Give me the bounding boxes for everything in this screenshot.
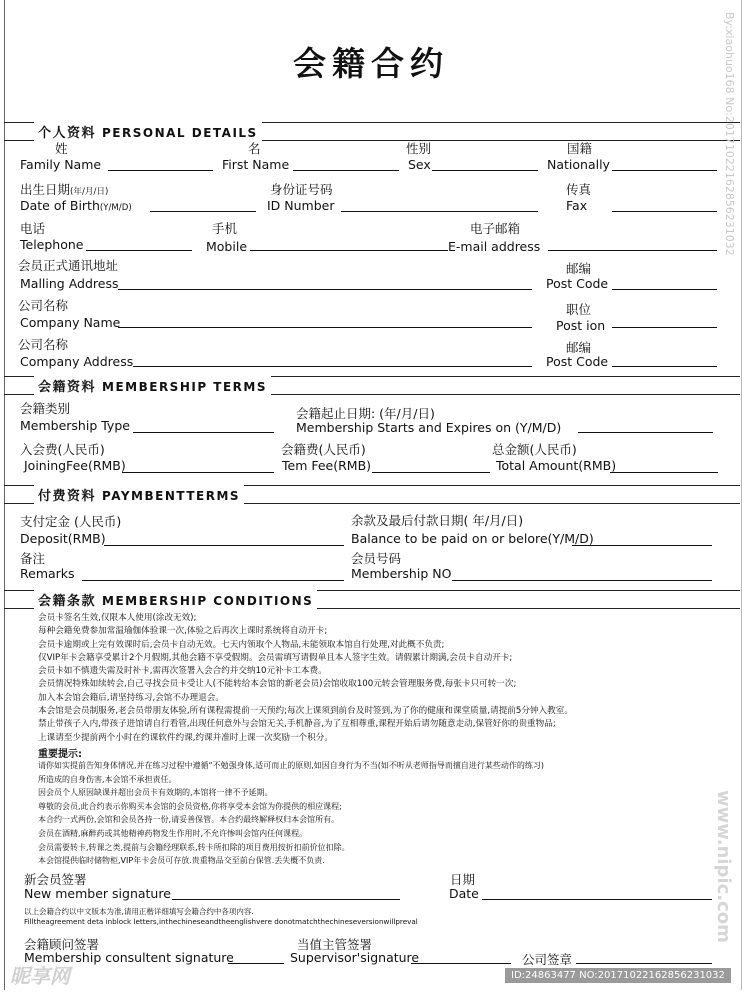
mobile-cn: 手机 [212,221,238,236]
section-membership-header [4,376,740,395]
joining-fee-en: JoiningFee(RMB) [24,458,126,473]
important-item: 请你如实提前告知身体情况,并在练习过程中遵循“不勉强身体,适可而止的原则,如因自身行为不当(如不听从老师指导而擅自进行某些动作的练习) [38,761,545,770]
important-item: 所造成的自身伤害,本会馆不承担责任。 [38,774,177,784]
nationality-field[interactable] [612,170,717,171]
postcode-en: Post Code [546,276,609,291]
section-payment-cn: 付费资料 [38,489,97,504]
condition-item: 每种会籍免费参加常温瑜伽体验课一次,体验之后再次上课时系统将自动开卡; [38,626,328,637]
dob-unit-en: (Y/M/D) [99,203,132,213]
membership-dates-cn: 会籍起止日期: (年/月/日) [296,406,435,421]
section-membership-cn: 会籍资料 [38,380,97,395]
condition-item: 会员卡逾期或上完有效课时后,会员卡自动无效。七天内领取个人物品,未能领取本馆自行处理,对此概不负责; [38,639,445,650]
member-no-en: Membership NO [351,566,452,581]
remarks-en: Remarks [20,566,75,581]
mobile-en: Mobile [206,239,248,254]
total-amount-en: Total Amount(RMB) [496,458,617,473]
deposit-en: Deposit(RMB) [20,531,106,546]
family-name-cn: 姓 [55,141,68,156]
section-conditions-cn: 会籍条款 [38,594,97,609]
supervisor-signature-en: Supervisor'signature [290,950,420,965]
date-cn: 日期 [450,872,476,887]
balance-en: Balance to be paid on or belore(Y/M/D) [351,531,594,546]
condition-item: 会员情况特殊如续转会,自己寻找会员卡受让人(不能转给本会馆的新老会员)会馆收取100元转会管理服务费,每张卡只可转一次; [38,679,517,690]
mailing-address-field[interactable] [118,289,532,290]
remarks-field[interactable] [82,580,344,581]
company-name-cn: 公司名称 [18,298,69,313]
remarks-cn: 备注 [20,551,46,566]
id-number-en: ID Number [267,198,335,213]
page-title: 会籍合约 [293,44,449,83]
date-en: Date [449,886,479,901]
joining-fee-cn: 入会费(人民币) [20,442,105,457]
section-membership-en: MEMBERSHIP TERMS [102,380,268,394]
id-number-field[interactable] [341,211,538,212]
position-cn: 职位 [566,302,592,317]
first-name-field[interactable] [293,170,399,171]
postcode-cn: 邮编 [566,261,592,276]
dob-en: Date of Birth [20,198,100,213]
supervisor-signature-field[interactable] [411,963,511,964]
language-note-en: Filltheagreement deta inblock letters,inthechineseandtheenglishvere donotmatchthechineseversionwillpreval [24,917,418,926]
important-item: 会员在酒精,麻醉药或其他精神药物发生作用时,不允许惨叫会馆内任何课程。 [38,828,308,838]
condition-item: 会员卡签名生效,仅限本人使用(涂改无效); [38,613,197,623]
dob-cn: 出生日期 [20,182,71,197]
consultant-signature-en: Membership consultent signature [24,950,234,965]
total-amount-cn: 总金额(人民币) [492,442,577,457]
date-field[interactable] [482,899,712,900]
postcode2-field[interactable] [612,366,717,367]
sex-cn: 性别 [406,141,432,156]
language-note-cn: 以上会籍合约以中文版本为准,请用正楷详细填写会籍合约中各项内容. [24,907,254,916]
membership-type-field[interactable] [133,432,274,433]
conditions-list [38,612,573,745]
section-personal-en: PERSONAL DETAILS [102,126,258,140]
important-item: 因会员个人原因缺课并超出会员卡有效期的,本馆将一律不予延期。 [38,788,273,798]
condition-item: 本会馆是会员制服务,老会员带朋友体验,所有课程需提前一天预约;每次上课须到前台及时签到,为了你的健康和课堂质量,请提前5分钟入教室。 [38,706,573,717]
watermark-id-bar: ID:24863477 NO:20171022162856231032 [505,968,731,983]
postcode2-en: Post Code [546,354,609,369]
company-name-field[interactable] [118,327,532,328]
membership-dates-en: Membership Starts and Expires on (Y/M/D) [296,420,562,435]
mailing-address-cn: 会员正式通讯地址 [18,258,119,273]
fax-cn: 传真 [566,182,592,197]
telephone-field[interactable] [86,250,192,251]
deposit-cn: 支付定金 (人民币) [20,514,122,529]
email-en: E-mail address [448,239,541,254]
company-seal-field[interactable] [576,963,712,964]
important-item: 尊敬的会员,此合约表示你购买本会馆的会员资格,你将享受本会馆为你提供的相应课程; [38,801,342,811]
section-conditions-en: MEMBERSHIP CONDITIONS [102,594,314,608]
watermark-logo: 昵享网 [10,964,70,988]
total-amount-field[interactable] [610,472,718,473]
term-fee-field[interactable] [372,472,490,473]
important-heading: 重要提示: [38,749,82,760]
deposit-field[interactable] [104,545,344,546]
family-name-field[interactable] [108,170,213,171]
company-address-cn: 公司名称 [18,337,69,352]
mobile-field[interactable] [250,250,448,251]
term-fee-cn: 会籍费(人民币) [281,442,366,457]
email-field[interactable] [548,250,717,251]
telephone-cn: 电话 [20,221,46,236]
term-fee-en: Tem Fee(RMB) [282,458,372,473]
company-seal-cn: 公司签章 [522,952,573,967]
section-personal-header [4,122,740,141]
membership-dates-field[interactable] [578,432,713,433]
mailing-address-en: Malling Address [20,276,119,291]
nationality-en: Nationally [547,157,610,172]
condition-item: 禁止带孩子入内,带孩子进馆请自行看管,出现任何意外与会馆无关,手机静音,为了互相尊重,课程开始后请勿随意走动,保管好你的贵重物品; [38,719,556,730]
important-item: 本会馆提供临时储物柜,VIP年卡会员可存放.贵重物品交至前台保管.丢失概不负责. [38,856,325,866]
postcode-field[interactable] [612,289,717,290]
postcode2-cn: 邮编 [566,340,592,355]
position-field[interactable] [612,327,717,328]
section-personal-cn: 个人资料 [38,126,97,141]
watermark-side-text: By:xiaohuo168 No:20171022162856231032 [723,12,736,256]
section-conditions-header [4,590,740,609]
nationality-cn: 国籍 [567,141,593,156]
section-payment-en: PAYMBENTTERMS [102,489,241,503]
member-no-cn: 会员号码 [351,551,402,566]
position-en: Post ion [556,318,606,333]
condition-item: 上课请至少提前两个小时在约课软件约课,约课并准时上课一次奖励一个积分。 [38,732,333,743]
sex-field[interactable] [432,170,538,171]
dob-field[interactable] [150,211,256,212]
important-list [38,759,544,868]
telephone-en: Telephone [20,237,84,252]
member-no-field[interactable] [452,580,712,581]
new-member-signature-field[interactable] [172,899,400,900]
watermark-site: www.nipic.com [713,790,734,943]
new-member-signature-en: New member signature [24,886,171,901]
condition-item: 加入本会馆会籍后,请坚持练习,会馆不办理退会。 [38,692,224,703]
balance-field[interactable] [572,545,712,546]
membership-type-en: Membership Type [20,418,130,433]
consultant-signature-cn: 会籍顾问签署 [24,937,100,952]
fax-field[interactable] [612,211,717,212]
new-member-signature-cn: 新会员签署 [24,872,87,887]
condition-item: 会员卡如不慎遗失需及时补卡,需再次签署入会合约并交纳10元补卡工本费。 [38,666,327,677]
section-payment-header [4,485,740,504]
important-item: 本合约一式两份,会馆和会员各持一份,请妥善保管。本合约最终解释权归本会馆所有。 [38,815,340,825]
balance-cn: 余款及最后付款日期( 年/月/日) [351,513,524,528]
first-name-en: First Name [222,157,290,172]
email-cn: 电子邮箱 [470,221,521,236]
important-item: 会员需要转卡,转课之类,提前与会籍经理联系,转卡所扣除的项目费用按折扣前价位扣除。 [38,842,350,852]
fax-en: Fax [566,198,588,213]
sex-en: Sex [408,157,431,172]
first-name-cn: 名 [248,141,261,156]
company-address-en: Company Address [20,354,134,369]
supervisor-signature-cn: 当值主管签署 [297,937,373,952]
consultant-signature-field[interactable] [228,963,284,964]
family-name-en: Family Name [20,157,102,172]
company-address-field[interactable] [133,366,532,367]
id-number-cn: 身份证号码 [270,182,333,197]
joining-fee-field[interactable] [122,472,274,473]
company-name-en: Company Name [20,315,121,330]
membership-type-cn: 会籍类别 [20,401,71,416]
dob-unit-cn: (年/月/日) [70,187,109,197]
condition-item: 仅VIP年卡会籍享受累计2个月假期,其他会籍不享受假期。会员需填写请假单且本人签字生效。请假累计期满,会员卡自动开卡; [38,652,513,663]
